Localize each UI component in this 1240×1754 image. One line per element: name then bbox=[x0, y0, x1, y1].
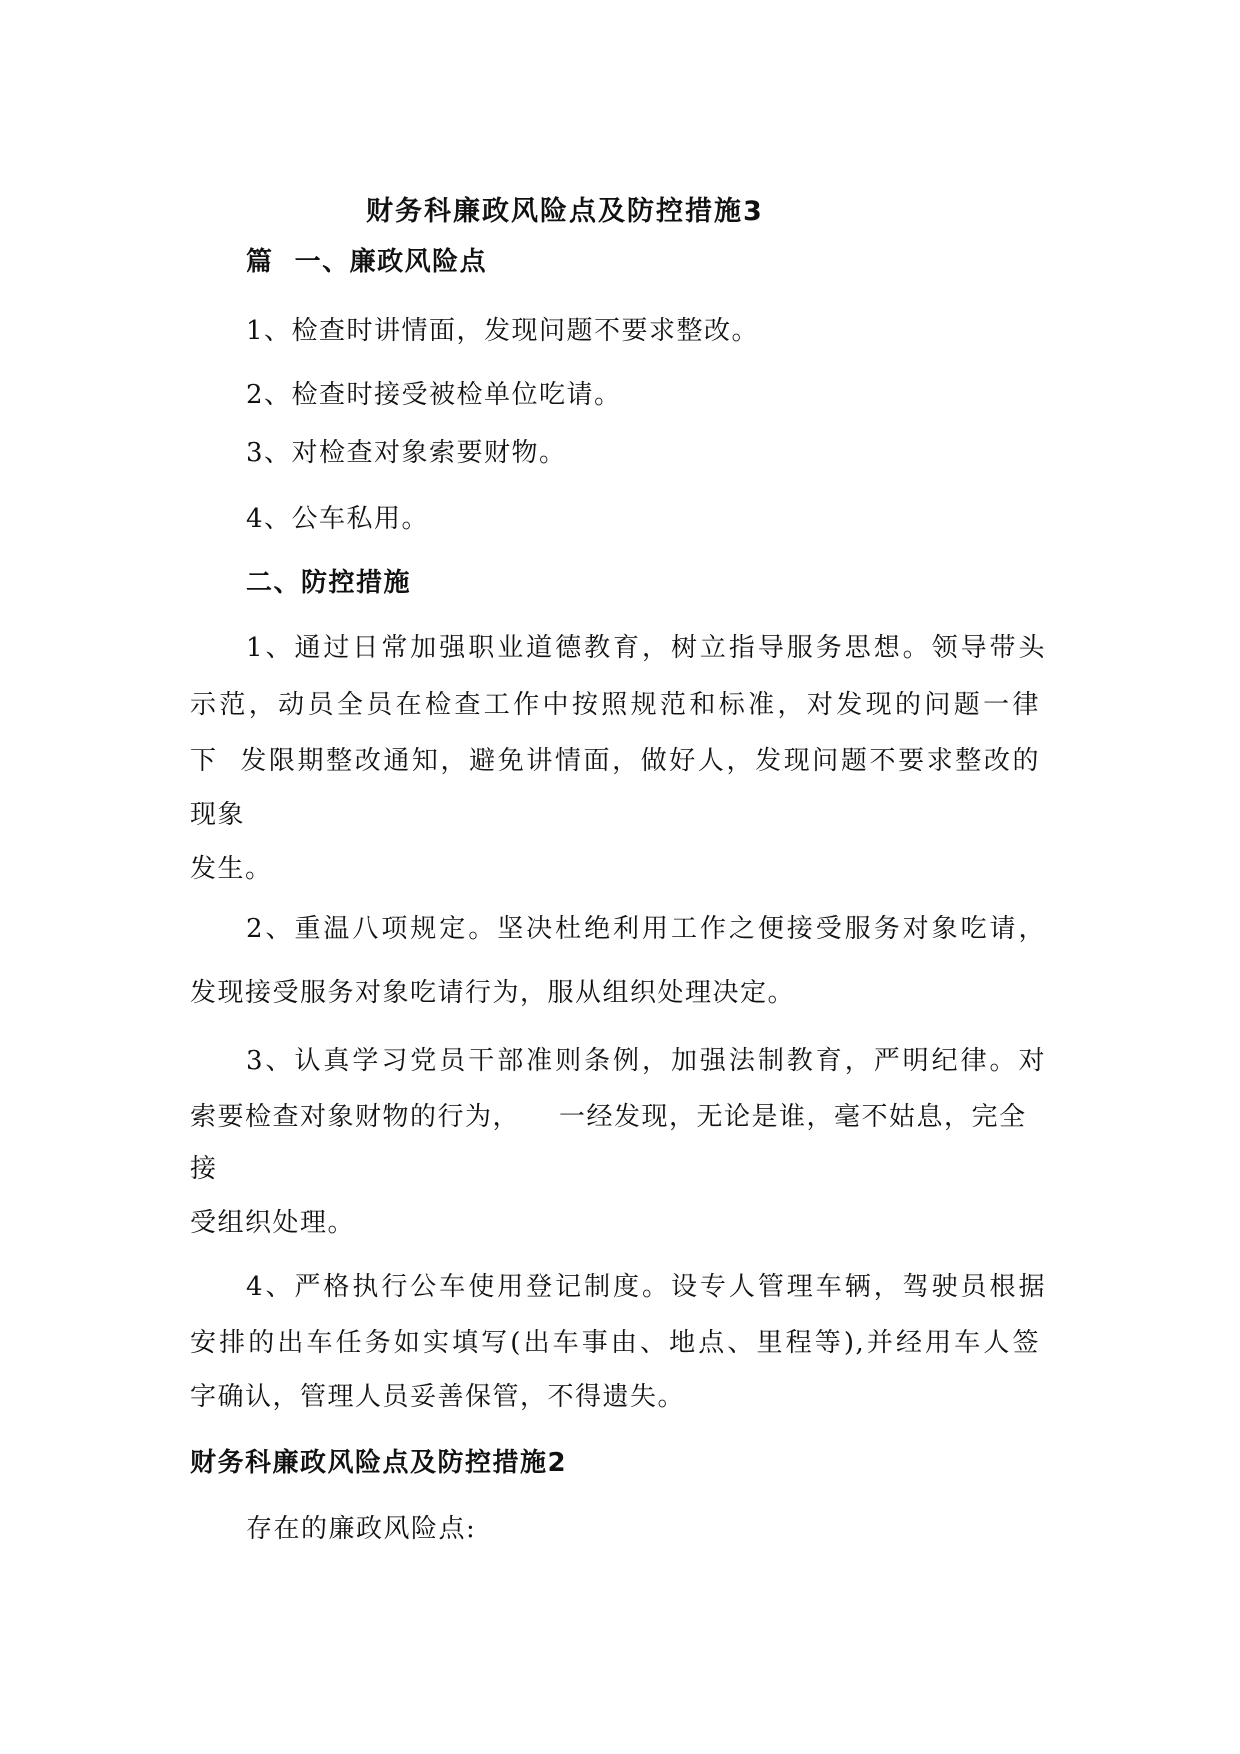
risk-point-item: 3、对检查对象索要财物。 bbox=[246, 438, 567, 468]
measure-1-line: 示范，动员全员在检查工作中按照规范和标准，对发现的问题一律 bbox=[190, 690, 1040, 720]
measure-4-line: 安排的出车任务如实填写(出车事由、地点、里程等),并经用车人签 bbox=[190, 1328, 1040, 1358]
risk-point-item: 4、公车私用。 bbox=[246, 504, 430, 534]
measure-2-line: 2、重温八项规定。坚决杜绝利用工作之便接受服务对象吃请， bbox=[246, 914, 1046, 944]
risk-point-item: 1、检查时讲情面，发现问题不要求整改。 bbox=[246, 316, 760, 346]
measure-1-line: 现象 bbox=[190, 800, 246, 830]
section-heading-measures: 二、防控措施 bbox=[246, 568, 412, 598]
risk-point-item: 2、检查时接受被检单位吃请。 bbox=[246, 380, 622, 410]
document-title: 财务科廉政风险点及防控措施3 bbox=[366, 196, 764, 227]
section-heading-risk-points: 篇 一、廉政风险点 bbox=[246, 247, 488, 277]
measure-3-line: 接 bbox=[190, 1154, 218, 1184]
next-section-title: 财务科廉政风险点及防控措施2 bbox=[190, 1448, 568, 1478]
measure-4-line: 字确认，管理人员妥善保管，不得遗失。 bbox=[190, 1382, 686, 1412]
measure-3-line: 3、认真学习党员干部准则条例，加强法制教育，严明纪律。对 bbox=[246, 1046, 1046, 1076]
measure-2-line: 发现接受服务对象吃请行为，服从组织处理决定。 bbox=[190, 978, 796, 1008]
measure-3-line: 索要检查对象财物的行为， 一经发现，无论是谁，毫不姑息，完全 bbox=[190, 1102, 1027, 1132]
measure-1-line: 下 发限期整改通知，避免讲情面，做好人，发现问题不要求整改的 bbox=[190, 746, 1040, 776]
measure-4-line: 4、严格执行公车使用登记制度。设专人管理车辆，驾驶员根据 bbox=[246, 1272, 1046, 1302]
next-section-intro: 存在的廉政风险点: bbox=[246, 1514, 477, 1544]
measure-1-line: 发生。 bbox=[190, 854, 273, 884]
measure-1-line: 1、通过日常加强职业道德教育，树立指导服务思想。领导带头 bbox=[246, 633, 1046, 663]
measure-3-line: 受组织处理。 bbox=[190, 1208, 356, 1238]
